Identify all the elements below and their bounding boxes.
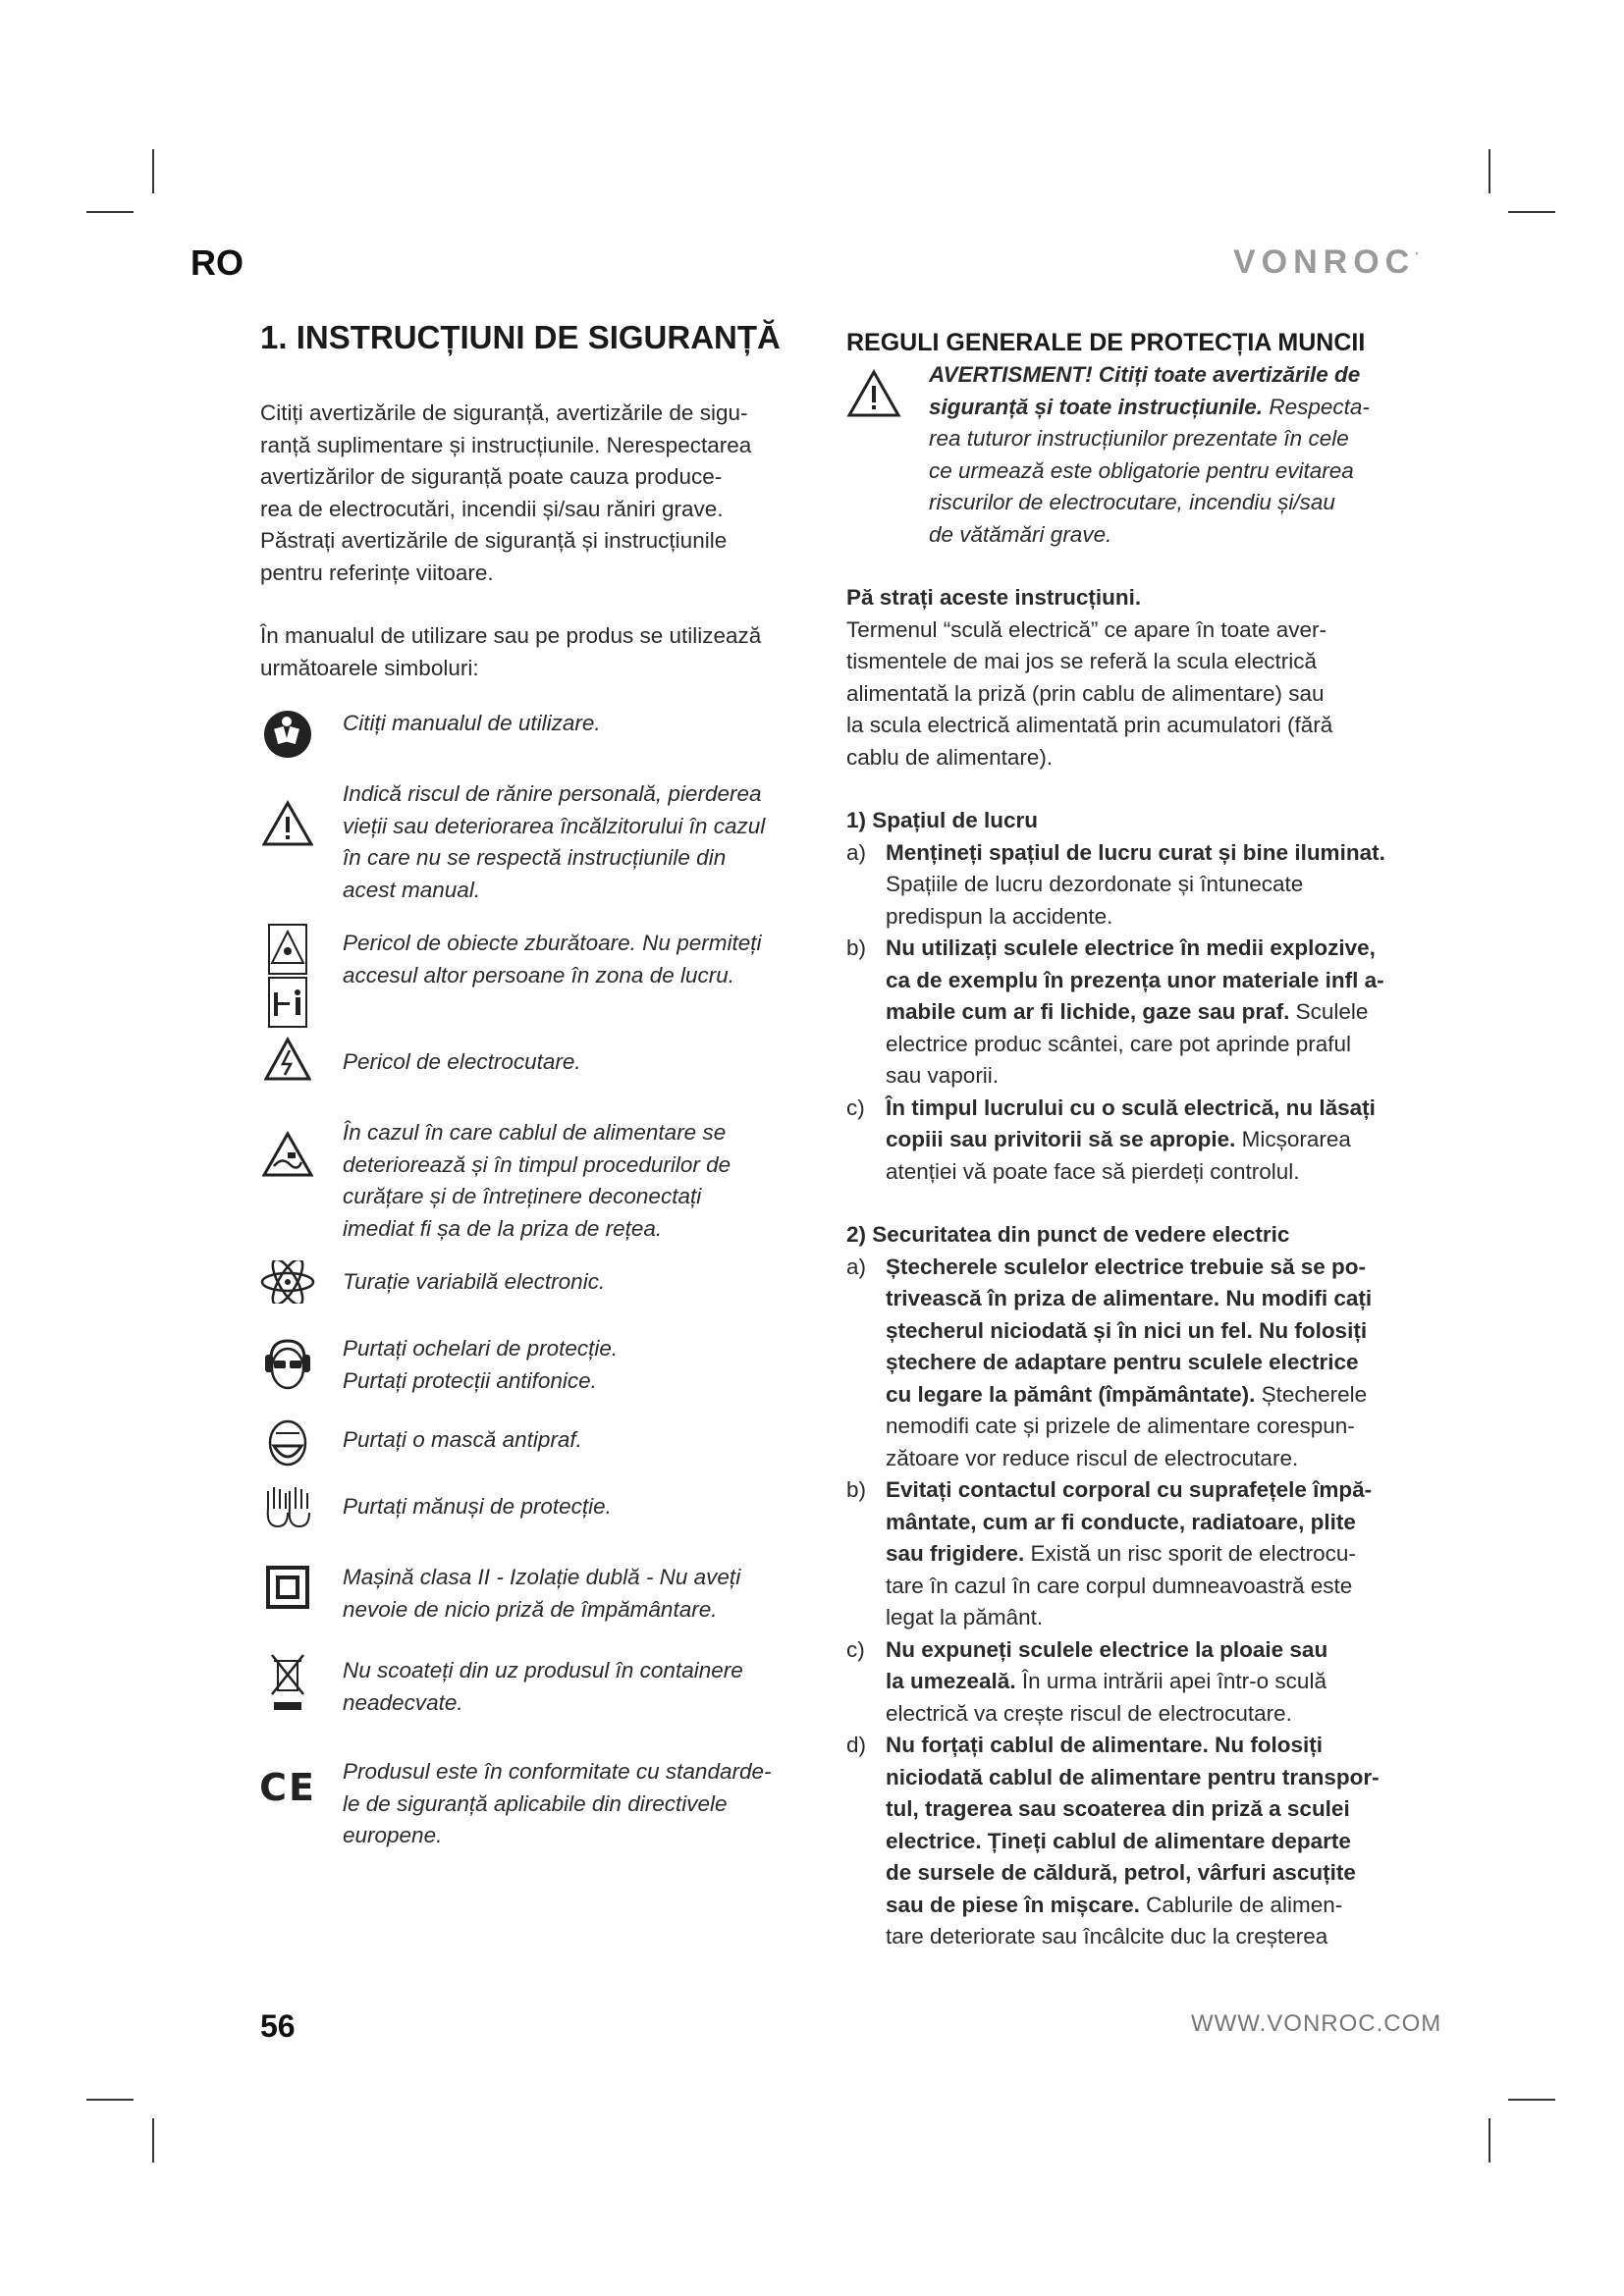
symbol-warning: Indică riscul de rănire personală, pierderea vieții sau deteriorarea încălzitorului în cazul în care nu se respectă instrucțiunile din acest manual.: [260, 778, 820, 906]
symbol-double-insulation: Mașină clasa II - Izolație dublă - Nu aveți nevoie de nicio priză de împământare.: [260, 1562, 820, 1626]
symbol-flying-objects: Pericol de obiecte zburătoare. Nu permiteți accesul altor persoane în zona de lucru.: [260, 928, 820, 991]
electric-shock-icon: [260, 1037, 315, 1082]
list-item: b) Evitați contactul corporal cu suprafețele împă- mântate, cum ar fi conducte, radiatoare, plite sau frigidere. Există un risc sporit de electrocu- tare în cazul în care corpul dumneavoastră este legat la pământ.: [846, 1477, 1373, 1629]
crop-mark: [86, 211, 134, 213]
dust-mask-icon: [260, 1418, 315, 1468]
symbol-damaged-cable: În cazul în care cablul de alimentare se deteriorează și în timpul procedurilor de curățare și de întreținere deconectați imediat fi șa de la priza de rețea.: [260, 1117, 820, 1245]
symbol-goggles-earmuffs: Purtați ochelari de protecție. Purtați protecții antifonice.: [260, 1333, 820, 1397]
list-item: c) În timpul lucrului cu o sculă electrică, nu lăsați copiii sau privitorii să se apropie. Micșorarea atenției vă poate face să pierdeți controlul.: [846, 1095, 1376, 1184]
crop-mark: [1508, 2099, 1555, 2101]
right-column: [846, 329, 1426, 1953]
symbol-ce: CE Produsul este în conformitate cu standarde- le de siguranță aplicabile din directivele europene.: [259, 1759, 772, 1847]
read-manual-icon: [260, 710, 315, 759]
crop-mark: [1489, 2118, 1490, 2163]
symbol-weee: Nu scoateți din uz produsul în containere neadecvate.: [260, 1655, 820, 1719]
crop-mark: [1489, 149, 1490, 193]
list-item: d) Nu forțați cablul de alimentare. Nu folosiți niciodată cablul de alimentare pentru transpor- tul, tragerea sau scoaterea din priză a sculei electrice. Țineți cablul de alimentare departe de sursele de căldură, petrol, vârfuri ascuțite sau de piese în mișcare. Cablurile de alimen- tare deteriorate sau încâlcite duc la creșterea: [846, 1733, 1380, 1949]
website-url: WWW.VONROC.COM: [1191, 2010, 1442, 2037]
left-column: [260, 319, 820, 1852]
symbol-gloves: Purtați mănuși de protecție.: [260, 1491, 820, 1530]
double-insulation-icon: [260, 1566, 315, 1609]
crop-mark: [86, 2099, 134, 2101]
ce-mark-icon: CE: [259, 1766, 316, 1809]
damaged-cable-icon: [260, 1131, 315, 1178]
weee-bin-icon: [260, 1651, 315, 1712]
brand-logo: VONROC’: [1233, 243, 1419, 281]
section-electrical-safety-title: 2) Securitatea din punct de vedere electric: [846, 1222, 1290, 1247]
warning-triangle-icon: [846, 369, 901, 423]
symbol-dust-mask: Purtați o mască antipraf.: [260, 1424, 820, 1464]
symbols-intro: În manualul de utilizare sau pe produs se utilizează următoarele simboluri:: [260, 623, 762, 680]
warning-triangle-icon: [260, 800, 315, 847]
symbol-electric-shock: Pericol de electrocutare.: [260, 1046, 820, 1086]
language-code: RO: [190, 242, 244, 283]
variable-speed-icon: [260, 1260, 315, 1304]
list-item: b) Nu utilizați sculele electrice în medii explozive, ca de exemplu în prezența unor materiale infl a- mabile cum ar fi lichide, gaze sau praf. Sculele electrice produc scântei, care pot aprinde praful sau vaporii.: [846, 935, 1384, 1088]
list-item: a) Ștecherele sculelor electrice trebuie să se po- trivească în priza de alimentare. Nu modifi cați ștecherul niciodată și în nici un fel. Nu folosiți ștechere de adaptare pentru sculele electrice cu legare la pământ (împământate). Ștecherele nemodifi cate și prizele de alimentare corespun- zătoare vor reduce riscul de electrocutare.: [846, 1254, 1373, 1470]
keep-instructions-text: Termenul “sculă electrică” ce apare în toate aver- tismentele de mai jos se referă la scula electrică alimentată la priză (prin cablu de alimentare) sau la scula electrică alimentată prin acumulatori (fără cablu de alimentare).: [846, 616, 1333, 770]
crop-mark: [152, 2118, 154, 2163]
intro-paragraph: Citiți avertizările de siguranță, avertizările de sigu- ranță suplimentare și instrucțiunile. Nerespectarea avertizărilor de siguranță poate cauza producе- rea de electrocutări, incendii și/sau răniri grave. Păstrați avertizările de siguranță și instrucțiunile pentru referințe viitoare.: [260, 400, 752, 585]
keep-instructions-title: Pă strați aceste instrucțiuni.: [846, 585, 1142, 610]
general-rules-title: REGULI GENERALE DE PROTECȚIA MUNCII: [846, 329, 1366, 356]
general-warning: AVERTISMENT! Citiți toate avertizările de siguranță și toate instrucțiunile. Respecta- rea tuturor instrucțiunilor prezentate în cele ce urmează este obligatorie pentru evitarea riscurilor de electrocutare, incendiu și/sau de vătămări grave.: [846, 359, 1426, 551]
goggles-earmuffs-icon: [260, 1337, 315, 1392]
list-item: a) Mențineți spațiul de lucru curat și bine iluminat. Spațiile de lucru dezordonate și întunecate predispun la accidente.: [846, 839, 1385, 929]
symbol-variable-speed: Turație variabilă electronic.: [260, 1266, 820, 1306]
section-work-area-title: 1) Spațiul de lucru: [846, 808, 1039, 832]
flying-objects-icon: [260, 924, 315, 1028]
crop-mark: [1508, 211, 1555, 213]
page-number: 56: [260, 2008, 296, 2044]
gloves-icon: [260, 1479, 315, 1530]
list-item: c) Nu expuneți sculele electrice la ploaie sau la umezeală. În urma intrării apei într-o sculă electrică va crește riscul de electrocutare.: [846, 1636, 1328, 1726]
crop-mark: [152, 149, 154, 193]
section-title: 1. INSTRUCȚIUNI DE SIGURANȚĂ: [260, 319, 781, 355]
symbol-read-manual: Citiți manualul de utilizare.: [260, 708, 820, 747]
